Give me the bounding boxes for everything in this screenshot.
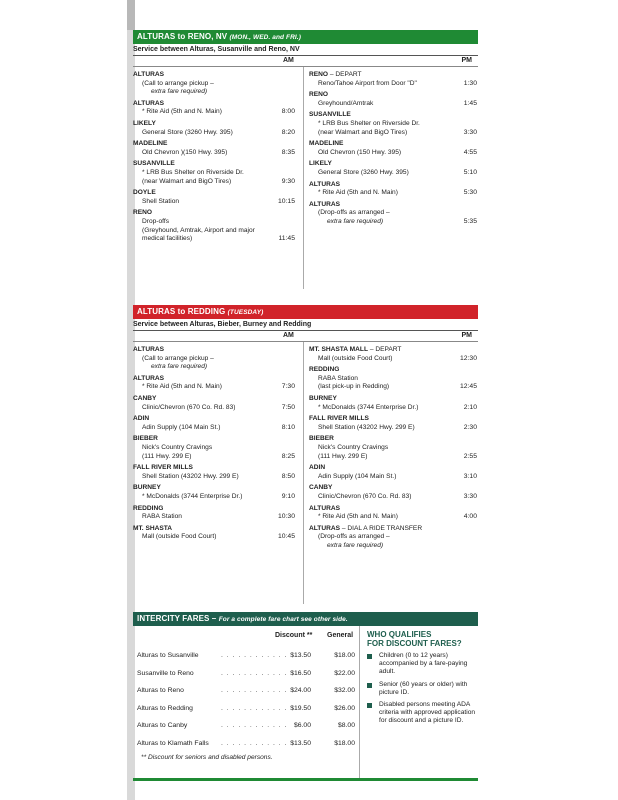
stop-name-text: FALL RIVER MILLS: [309, 415, 369, 423]
stop-name: [133, 505, 295, 514]
redding-am-label: AM: [283, 332, 294, 339]
stop-time: 7:50: [281, 403, 295, 411]
stop-name-text: LIKELY: [309, 160, 332, 168]
stop-detail-line: General Store (3260 Hwy. 395): [318, 168, 409, 176]
redding-right-stop: [309, 366, 477, 392]
stop-name: [309, 346, 477, 355]
fare-general: $8.00: [337, 722, 355, 729]
stop-detail-line: General Store (3260 Hwy. 395): [142, 128, 233, 136]
stop-name-text: LIKELY: [133, 119, 156, 127]
stop-fare-note: extra fare required): [151, 363, 208, 371]
fares-panel: [133, 626, 478, 786]
stop-detail-line: * McDonalds (3744 Enterprise Dr.): [318, 403, 419, 411]
stop-detail-line: (Call to arrange pickup –: [142, 79, 214, 87]
stop-name-suffix: – DEPART: [367, 346, 402, 353]
stop-time: 3:30: [463, 492, 477, 500]
redding-left-stop: [133, 505, 295, 522]
stop-time: 10:15: [277, 197, 295, 205]
redding-ampm-row: [133, 331, 478, 342]
stop-name: [133, 484, 295, 493]
stop-time: 1:30: [463, 79, 477, 87]
reno-right-stop: [309, 160, 477, 177]
reno-section-header: [133, 30, 478, 44]
stop-time: 2:55: [463, 452, 477, 460]
stop-detail-line: Drop-offs: [142, 217, 169, 225]
stop-time: 11:45: [278, 235, 295, 243]
left-margin-stripe-top: [127, 0, 135, 30]
stop-fare-note: extra fare required): [327, 541, 384, 549]
reno-left-stop: [133, 160, 295, 186]
stop-name: [133, 395, 295, 404]
stop-name-text: DOYLE: [133, 189, 156, 197]
redding-left-stop: [133, 346, 295, 372]
redding-left-stop: [133, 415, 295, 432]
qualify-text: Disabled persons meeting ADA criteria with approved application for discount and a picture ID.: [379, 701, 476, 725]
fare-leader-dots: . . . . . . . . . . . .: [221, 739, 288, 747]
stop-name: [309, 525, 477, 534]
discount-column-header: Discount **: [275, 632, 313, 639]
stop-name-text: ALTURAS: [133, 374, 165, 382]
stop-time: 9:10: [281, 492, 295, 500]
redding-right-stop: [309, 505, 477, 522]
stop-time: 2:30: [463, 423, 477, 431]
qualify-title-line1: WHO QUALIFIES: [367, 630, 432, 639]
stop-name-text: BIEBER: [133, 435, 158, 443]
stop-detail-line: (111 Hwy. 299 E): [318, 452, 368, 460]
stop-time: 10:45: [277, 533, 295, 541]
stop-detail-line: Old Chevron )(150 Hwy. 395): [142, 148, 228, 156]
stop-detail-line: Adin Supply (104 Main St.): [318, 472, 397, 480]
redding-days: (TUESDAY): [227, 309, 264, 316]
fare-route: Alturas to Canby: [137, 722, 188, 729]
reno-schedule-columns: [133, 67, 478, 289]
stop-detail-line: Greyhound/Amtrak: [318, 99, 374, 107]
fares-section-header: [133, 612, 478, 626]
reno-left-stop: [133, 71, 295, 97]
stop-name: [133, 464, 295, 473]
stop-time: 12:45: [459, 383, 477, 391]
stop-time: 4:55: [463, 148, 477, 156]
stop-name-text: MT. SHASTA: [133, 524, 173, 532]
stop-detail-line: Clinic/Chevron (670 Co. Rd. 83): [318, 492, 412, 500]
redding-column-divider: [303, 342, 304, 604]
fare-route: Alturas to Susanville: [137, 652, 199, 659]
stop-name: [309, 505, 477, 514]
redding-schedule-columns: [133, 342, 478, 604]
bullet-square-icon: [367, 703, 372, 708]
stop-detail-line: (Drop-offs as arranged –: [318, 209, 390, 217]
stop-name-text: REDDING: [309, 366, 340, 374]
redding-outbound-column: [133, 342, 295, 542]
schedule-page: [133, 30, 478, 786]
stop-name-text: ALTURAS: [309, 180, 341, 188]
stop-name: [133, 100, 295, 109]
stop-detail-line: (last pick-up in Redding): [318, 383, 390, 391]
redding-left-stop: [133, 375, 295, 392]
stop-name: [133, 140, 295, 149]
stop-detail-line: RABA Station: [142, 513, 182, 521]
redding-return-column: [309, 342, 477, 550]
stop-detail-line: * Rite Aid (5th and N. Main): [142, 108, 222, 116]
stop-name-text: ALTURAS: [133, 99, 165, 107]
redding-left-stop: [133, 435, 295, 461]
stop-name-text: MADELINE: [133, 140, 168, 148]
stop-time: 9:30: [281, 177, 295, 185]
stop-name-text: SUSANVILLE: [309, 111, 351, 119]
stop-name-text: ALTURAS: [133, 71, 165, 78]
stop-name-text: BIEBER: [309, 435, 334, 443]
stop-name: [133, 375, 295, 384]
fare-general: $32.00: [334, 687, 355, 694]
stop-name-text: MADELINE: [309, 140, 344, 148]
stop-time: 8:25: [281, 452, 295, 460]
stop-name-text: CANBY: [133, 394, 157, 402]
fares-bottom-rule: [133, 778, 478, 781]
fare-route: Alturas to Reno: [137, 687, 184, 694]
stop-name-text: FALL RIVER MILLS: [133, 464, 193, 472]
stop-time: 8:50: [281, 472, 295, 480]
reno-column-divider: [303, 67, 304, 289]
redding-right-stop: [309, 346, 477, 363]
stop-name: [133, 189, 295, 198]
stop-name: [133, 160, 295, 169]
stop-detail-line: * LRB Bus Shelter on Riverside Dr.: [318, 119, 420, 127]
reno-days: (MON., WED. and FRI.): [229, 34, 301, 41]
stop-name: [309, 181, 477, 190]
fare-leader-dots: . . . . . . . . . . . .: [221, 704, 288, 712]
stop-name-text: ALTURAS: [309, 200, 341, 208]
reno-left-stop: [133, 189, 295, 206]
qualify-text: Children (0 to 12 years) accompanied by a fare-paying adult.: [379, 652, 468, 676]
stop-name: [133, 435, 295, 444]
reno-ampm-row: [133, 56, 478, 67]
reno-left-stop: [133, 140, 295, 157]
discount-footnote: ** Discount for seniors and disabled persons.: [141, 754, 273, 761]
stop-fare-note: extra fare required): [327, 217, 384, 225]
redding-left-stop: [133, 525, 295, 542]
stop-name: [133, 415, 295, 424]
stop-detail-line: Shell Station (43202 Hwy. 299 E): [142, 472, 239, 480]
stop-detail-line: (near Walmart and BigO Tires): [318, 128, 408, 136]
stop-name: [309, 91, 477, 100]
stop-time: 8:20: [281, 128, 295, 136]
bullet-square-icon: [367, 654, 372, 659]
stop-time: 5:30: [463, 189, 477, 197]
stop-detail-line: Mall (outside Food Court): [318, 354, 393, 362]
stop-time: 7:30: [281, 383, 295, 391]
fare-discount: $19.50: [290, 704, 311, 712]
fare-general: $18.00: [334, 652, 355, 659]
stop-time: 8:10: [281, 423, 295, 431]
stop-detail-line: * Rite Aid (5th and N. Main): [142, 383, 222, 391]
reno-right-stop: [309, 71, 477, 88]
stop-name: [133, 209, 295, 218]
reno-left-stop: [133, 100, 295, 117]
reno-left-stop: [133, 209, 295, 243]
bullet-square-icon: [367, 683, 372, 688]
stop-name: [309, 464, 477, 473]
stop-name: [309, 160, 477, 169]
stop-detail-line: Old Chevron (150 Hwy. 395): [318, 148, 402, 156]
stop-detail-line: (111 Hwy. 299 E): [142, 452, 192, 460]
stop-detail-line: medical facilities): [142, 235, 193, 243]
stop-time: 2:10: [463, 403, 477, 411]
fare-route: Susanville to Reno: [137, 669, 194, 677]
fare-general: $22.00: [334, 669, 355, 677]
stop-detail-line: Nick's Country Cravings: [318, 443, 389, 451]
fare-discount: $24.00: [290, 687, 311, 694]
redding-right-stop: [309, 435, 477, 461]
stop-time: 1:45: [463, 99, 477, 107]
stop-detail-line: Adin Supply (104 Main St.): [142, 423, 221, 431]
fare-leader-dots: . . . . . . . . . . . .: [221, 652, 288, 659]
redding-left-stop: [133, 464, 295, 481]
reno-right-stop: [309, 201, 477, 227]
reno-right-stop: [309, 140, 477, 157]
fare-discount: $13.50: [290, 652, 311, 659]
stop-name: [309, 415, 477, 424]
fare-leader-dots: . . . . . . . . . . . .: [221, 687, 288, 694]
stop-name-text: RENO: [133, 209, 153, 217]
stop-detail-line: (Call to arrange pickup –: [142, 354, 214, 362]
stop-name: [133, 71, 295, 80]
stop-name-suffix: – DIAL A RIDE TRANSFER: [340, 524, 423, 532]
redding-right-stop: [309, 525, 477, 551]
stop-name-text: BURNEY: [133, 484, 161, 492]
stop-name-text: MT. SHASTA MALL: [309, 346, 368, 353]
stop-name-text: ALTURAS: [309, 524, 341, 532]
stop-name: [309, 140, 477, 149]
stop-time: 3:10: [463, 472, 477, 480]
stop-name: [309, 111, 477, 120]
general-column-header: General: [327, 632, 354, 639]
redding-right-stop: [309, 415, 477, 432]
reno-right-stop: [309, 181, 477, 198]
fares-divider: [359, 626, 360, 778]
stop-name: [309, 435, 477, 444]
stop-name-text: ALTURAS: [309, 504, 341, 512]
fare-discount: $16.50: [290, 669, 311, 677]
qualify-item: [367, 701, 479, 726]
reno-am-label: AM: [283, 57, 294, 64]
stop-detail-line: Mall (outside Food Court): [142, 533, 217, 541]
qualify-item: [367, 652, 479, 677]
stop-name: [309, 201, 477, 210]
reno-title: ALTURAS to RENO, NV: [137, 32, 228, 41]
stop-name: [133, 346, 295, 355]
stop-detail-line: * LRB Bus Shelter on Riverside Dr.: [142, 168, 244, 176]
stop-name-text: ADIN: [133, 415, 150, 423]
qualify-list: [367, 652, 479, 726]
fares-title: INTERCITY FARES –: [137, 614, 217, 623]
stop-fare-note: extra fare required): [151, 88, 208, 96]
stop-name-text: RENO: [309, 71, 329, 78]
stop-name: [133, 525, 295, 534]
reno-right-stop: [309, 91, 477, 108]
stop-time: 3:30: [463, 128, 477, 136]
qualify-title-line2: FOR DISCOUNT FARES?: [367, 639, 462, 648]
fare-route: Alturas to Redding: [137, 704, 193, 712]
stop-name-suffix: – DEPART: [328, 71, 362, 78]
reno-pm-label: PM: [461, 57, 472, 64]
stop-name: [309, 395, 477, 404]
stop-name: [133, 120, 295, 129]
stop-name-text: ADIN: [309, 464, 326, 472]
fares-subtitle: For a complete fare chart see other side.: [218, 616, 348, 623]
stop-detail-line: Nick's Country Cravings: [142, 443, 213, 451]
stop-detail-line: (Greyhound, Amtrak, Airport and major: [142, 226, 255, 234]
fare-discount: $6.00: [293, 722, 311, 729]
stop-detail-line: Shell Station (43202 Hwy. 299 E): [318, 423, 415, 431]
stop-time: 8:35: [281, 148, 295, 156]
qualify-item: [367, 681, 479, 697]
stop-detail-line: (Drop-offs as arranged –: [318, 533, 390, 541]
stop-time: 12:30: [459, 354, 477, 362]
reno-outbound-column: [133, 67, 295, 244]
fare-route: Alturas to Klamath Falls: [137, 739, 209, 747]
redding-left-stop: [133, 484, 295, 501]
stop-time: 4:00: [463, 513, 477, 521]
redding-title: ALTURAS to REDDING: [137, 307, 226, 316]
stop-time: 10:30: [277, 513, 295, 521]
redding-service-line: Service between Alturas, Bieber, Burney and Redding: [133, 319, 478, 331]
discount-qualification-box: [367, 630, 479, 726]
fare-discount: $13.50: [290, 739, 311, 747]
stop-detail-line: Reno/Tahoe Airport from Door "D": [318, 79, 417, 87]
stop-detail-line: * McDonalds (3744 Enterprise Dr.): [142, 492, 243, 500]
qualify-text: Senior (60 years or older) with picture ID.: [379, 680, 468, 696]
stop-name-text: BURNEY: [309, 394, 337, 402]
redding-right-stop: [309, 395, 477, 412]
stop-time: 8:00: [281, 108, 295, 116]
stop-time: 5:10: [463, 168, 477, 176]
stop-name-text: ALTURAS: [133, 346, 165, 353]
redding-pm-label: PM: [461, 332, 472, 339]
stop-detail-line: Clinic/Chevron (670 Co. Rd. 83): [142, 403, 236, 411]
stop-name-text: REDDING: [133, 504, 164, 512]
reno-return-column: [309, 67, 477, 227]
fare-leader-dots: . . . . . . . . . . . .: [221, 722, 288, 729]
fare-general: $18.00: [334, 739, 355, 747]
redding-right-stop: [309, 464, 477, 481]
stop-detail-line: * Rite Aid (5th and N. Main): [318, 189, 398, 197]
redding-right-stop: [309, 484, 477, 501]
stop-time: 5:35: [463, 217, 477, 225]
reno-right-stop: [309, 111, 477, 137]
redding-section-header: [133, 305, 478, 319]
reno-service-line: Service between Alturas, Susanville and Reno, NV: [133, 44, 478, 56]
reno-left-stop: [133, 120, 295, 137]
fare-general: $26.00: [334, 704, 355, 712]
stop-name: [309, 366, 477, 375]
stop-name: [309, 484, 477, 493]
stop-name-text: CANBY: [309, 484, 333, 492]
stop-name-text: SUSANVILLE: [133, 160, 175, 168]
stop-detail-line: Shell Station: [142, 197, 180, 205]
stop-detail-line: (near Walmart and BigO Tires): [142, 177, 232, 185]
stop-name: [309, 71, 477, 80]
stop-detail-line: * Rite Aid (5th and N. Main): [318, 513, 398, 521]
stop-name-text: RENO: [309, 91, 329, 99]
fare-leader-dots: . . . . . . . . . . . .: [221, 669, 288, 677]
stop-detail-line: RABA Station: [318, 374, 358, 382]
redding-left-stop: [133, 395, 295, 412]
